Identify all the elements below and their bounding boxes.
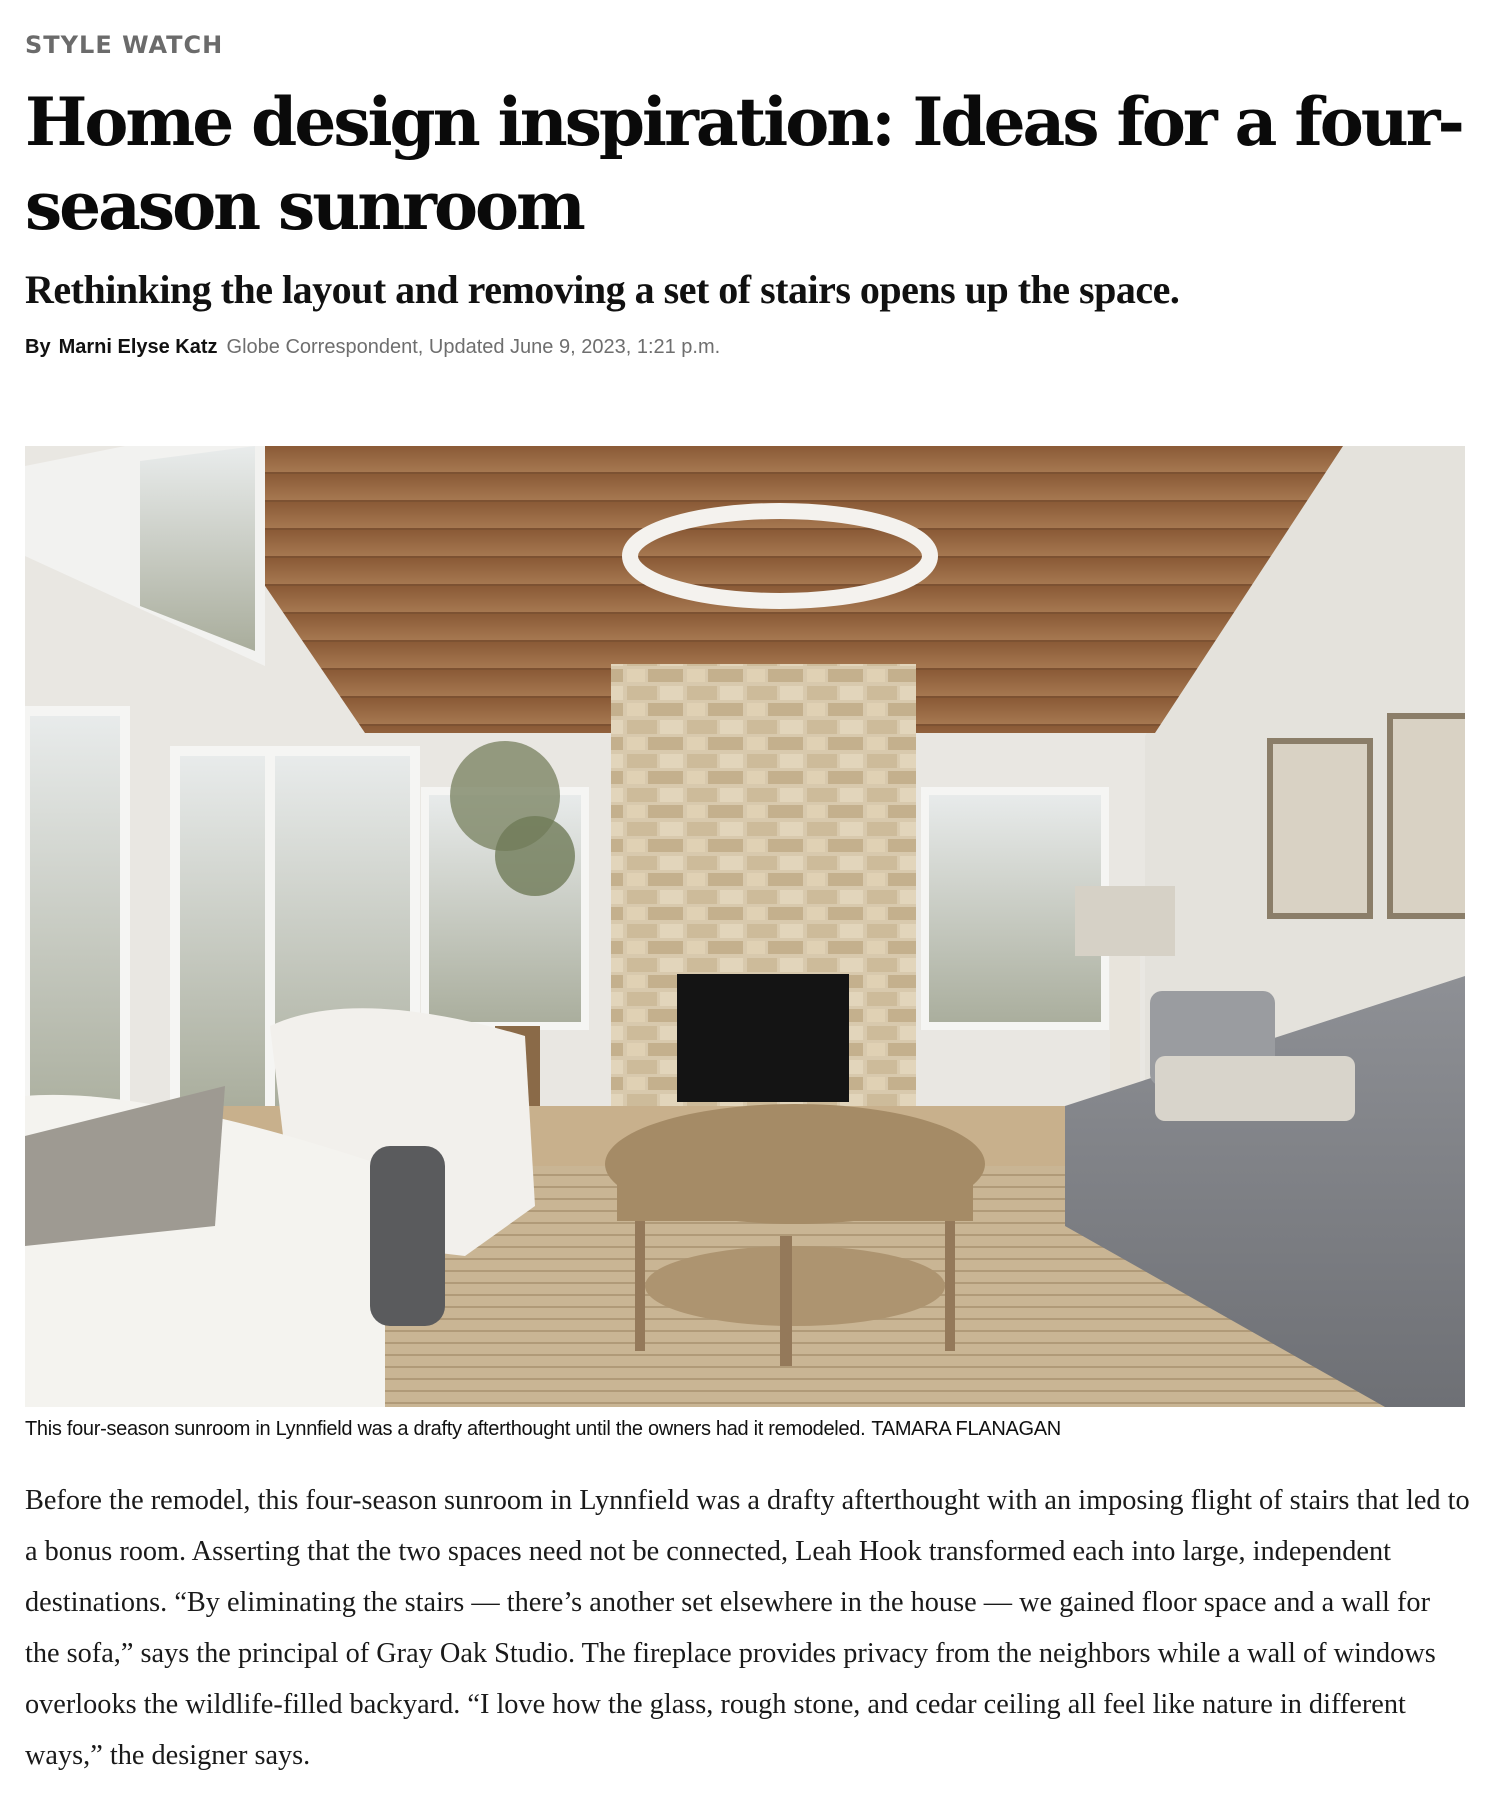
hero-photo[interactable] [25, 446, 1465, 1407]
subheadline: Rethinking the layout and removing a set of stairs opens up the space. [25, 267, 1180, 312]
byline [25, 336, 720, 359]
author-link[interactable]: Marni Elyse Katz [58, 336, 218, 358]
section-label[interactable]: STYLE WATCH [25, 31, 224, 59]
photo-credit: TAMARA FLANAGAN [871, 1418, 1061, 1440]
body-paragraph: Before the remodel, this four-season sunroom in Lynnfield was a drafty afterthought with an imposing flight of stairs that led to a bonus room. Asserting that the two spaces need not be connected, Leah Hook transformed each into large, independent destinations. “By eliminating the stairs — there’s another set elsewhere in the house — we gained floor space and a wall for the sofa,” says the principal of Gray Oak Studio. The fireplace provides privacy from the neighbors while a wall of windows overlooks the wildlife-filled backyard. “I love how the glass, rough stone, and cedar ceiling all feel like nature in different ways,” the designer says. [25, 1485, 1470, 1771]
headline: Home design inspiration: Ideas for a four-season sunroom [25, 83, 1462, 245]
byline-meta: Globe Correspondent, Updated June 9, 2023, 1:21 p.m. [226, 336, 721, 358]
caption-text: This four-season sunroom in Lynnfield was a drafty afterthought until the owners had it remodeled. [25, 1418, 866, 1440]
byline-prefix: By [25, 336, 51, 358]
photo-caption [25, 1416, 1465, 1442]
